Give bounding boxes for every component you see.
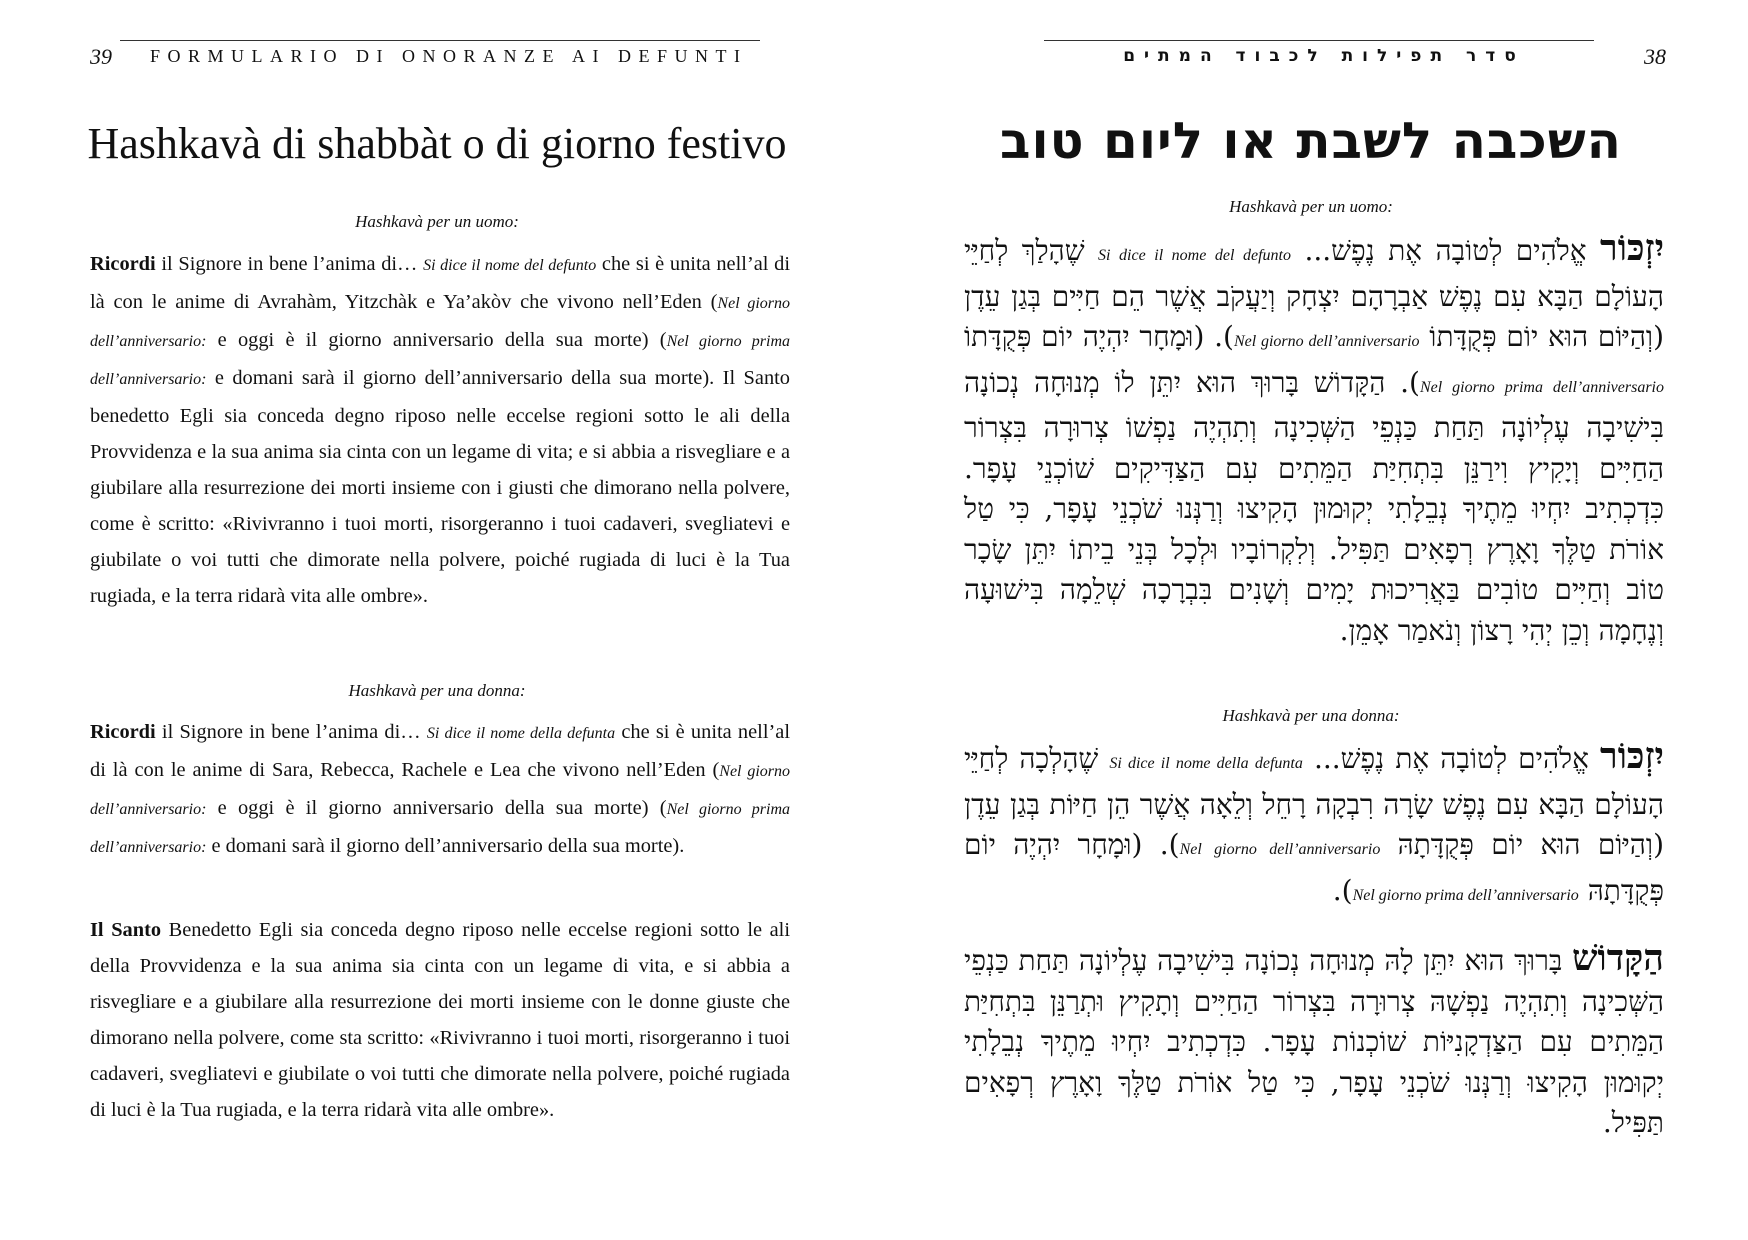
text-segment: שֶׁהָלַךְ לְחַיֵּי הָעוֹלָם הַבָּא עִם נֶפֶשׁ אַבְרָהָם יִצְחָק וְיַעֲקֹב אֲשֶׁר הֵם חַיִּים בְּגַן עֵדֶן (וְהַיּוֹם הוּא יוֹם פְּקֻדָּתוֹ <box>964 234 1665 353</box>
text-segment: che si è unita nell’al di là con le anime di Avrahàm, Yitzchàk e Ya’akòv che vivono nell’Eden ( <box>90 253 790 313</box>
rubric-note: Nel giorno prima dell’anniversario <box>1352 886 1579 904</box>
page-title: השכבה לשבת או ליום טוב <box>1000 112 1622 170</box>
text-segment: e oggi è il giorno anniversario della sua morte) ( <box>206 329 667 351</box>
text-segment: ). (וּמָחָר יִהְיֶה יוֹם פְּקֻדָּתוֹ <box>964 320 1234 353</box>
header-rule <box>120 40 760 41</box>
prayer-woman-italian <box>90 714 790 866</box>
closing-prayer-italian <box>90 912 790 1128</box>
section-subtitle-man: Hashkavà per un uomo: <box>1229 197 1393 216</box>
rubric-note: Si dice il nome del defunto <box>1098 247 1291 264</box>
running-title: FORMULARIO DI ONORANZE AI DEFUNTI <box>150 46 748 66</box>
text-segment: e oggi è il giorno anniversario della sua morte) ( <box>206 797 667 819</box>
rubric-note: Si dice il nome del defunto <box>423 257 597 274</box>
text-segment: שֶׁהָלְכָה לְחַיֵּי הָעוֹלָם הַבָּא עִם נֶפֶשׁ שָׂרָה רִבְקָה רָחֵל וְלֵאָה אֲשֶׁר הֵן חַיּוֹת בְּגַן עֵדֶן (וְהַיּוֹם הוּא יוֹם פְּקֻדָּתָהּ <box>964 742 1664 861</box>
rubric-note: Si dice il nome della defunta <box>426 725 616 742</box>
rubric-note: Nel giorno prima dell’anniversario: <box>90 333 790 388</box>
text-segment: e domani sarà il giorno dell’anniversario della sua morte). Il Santo benedetto Egli sia conceda degno riposo nelle eccelse regioni sotto le ali della Provvidenza e la sua anima sia cinta con un legame di vita; e si abbia a risvegliare e a giubilare alla resurrezione dei morti insieme con i giusti che dimorano nella polvere, come è scritto: «Rivivranno i tuoi morti, risorgeranno i tuoi cadaveri, svegliatevi e giubilate o voi tutti che dimorate nella polvere, poiché rugiada di luci è la Tua rugiada, e la terra ridarà vita alle ombre». <box>90 367 790 607</box>
rubric-note: Si dice il nome della defunta <box>1109 755 1303 772</box>
page-number: 39 <box>90 44 112 69</box>
text-segment: Benedetto Egli sia conceda degno riposo nelle eccelse regioni sotto le ali della Provvidenza e la sua anima sia cinta con un legame di vita, e si abbia a risvegliare e a giubilare alla resurrezione dei morti insieme con le donne giuste che dimorano nella polvere, come sta scritto: «Rivivranno i tuoi morti, risorgeranno i tuoi cadaveri, svegliatevi e giubilate o voi tutti che dimorate nella polvere, poiché rugiada di luci è la Tua rugiada, e la terra ridarà vita alle ombre». <box>90 919 791 1121</box>
lead-word: Ricordi <box>90 253 156 275</box>
right-running-header <box>874 38 1748 78</box>
text-segment: il Signore in bene l’anima di… <box>155 721 427 743</box>
lead-word: הַקָּדוֹשׁ <box>1572 937 1664 979</box>
closing-prayer-hebrew <box>964 938 1664 1144</box>
rubric-note: Nel giorno dell’anniversario: <box>90 763 791 818</box>
text-segment: che si è unita nell’al di là con le anime di Sara, Rebecca, Rachele e Lea che vivono nell’Eden ( <box>90 721 790 781</box>
page-number: 38 <box>1644 44 1666 69</box>
text-segment: אֱלֹהִים לְטוֹבָה אֶת נֶפֶשׁ... <box>1291 234 1601 267</box>
section-subtitle-man: Hashkavà per un uomo: <box>355 212 519 231</box>
text-segment: ). הַקָּדוֹשׁ בָּרוּךְ הוּא יִתֵּן לוֹ מְנוּחָה נְכוֹנָה בִּישִׁיבָה עֶלְיוֹנָה תַּחַת כַּנְפֵי הַשְּׁכִינָה וְתִהְיֶה נַפְשׁוֹ צְרוּרָה בִּצְרוֹר הַחַיִּים וְיָקִיץ וִירַנֵּן בִּתְחִיַּת הַמֵּתִים עִם הַצַּדִּיקִים שׁוֹכְנֵי עָפָר. כִּדְכְתִיב יִחְיוּ מֵתֶיךָ נְבֵלָתִי יְקוּמוּן הָקִיצוּ וְרַנְּנוּ שֹׁכְנֵי עָפָר, כִּי טַל אוֹרֹת טַלֶּךָ וָאָרֶץ רְפָאִים תַּפִּיל. וְלִקְרוֹבָיו וּלְכָל בְּנֵי בֵיתוֹ יִתֵּן שָׂכָר טוֹב וְחַיִּים טוֹבִים בַּאֲרִיכוּת יָמִים וְשָׁנִים בִּבְרָכָה שְׁלֵמָה בִּישׁוּעָה וְנֶחָמָה וְכֵן יְהִי רָצוֹן וְנֹאמַר אָמֵן. <box>964 365 1664 647</box>
rubric-note: Nel giorno dell’anniversario <box>1233 333 1420 350</box>
section-subtitle-woman: Hashkavà per una donna: <box>1222 706 1400 725</box>
lead-word: יִזְכּוֹר <box>1600 227 1665 269</box>
section-subtitle-woman: Hashkavà per una donna: <box>348 681 526 700</box>
prayer-woman-hebrew <box>964 736 1664 916</box>
text-segment: ). <box>1332 873 1353 907</box>
rubric-note: Nel giorno dell’anniversario: <box>90 295 790 350</box>
lead-word: יִזְכּוֹר <box>1600 735 1664 777</box>
lead-word: Ricordi <box>90 721 156 743</box>
text-segment: ). (וּמָחָר יִהְיֶה יוֹם פְּקֻדָּתָהּ <box>964 828 1664 907</box>
prayer-man-italian <box>90 246 790 614</box>
text-segment: il Signore in bene l’anima di… <box>155 253 424 275</box>
text-segment: בָּרוּךְ הוּא יִתֵּן לָהּ מְנוּחָה נְכוֹנָה בִּישִׁיבָה עֶלְיוֹנָה תַּחַת כַּנְפֵי הַשְּׁכִינָה וְתִהְיֶה נַפְשָׁהּ צְרוּרָה בִּצְרוֹר הַחַיִּים וְתָקִיץ וּתְרַנֵּן בִּתְחִיַּת הַמֵּתִים עִם הַצַּדְקָנִיּוֹת שׁוֹכְנוֹת עָפָר. כִּדְכְתִיב יִחְיוּ מֵתֶיךָ נְבֵלָתִי יְקוּמוּן הָקִיצוּ וְרַנְּנוּ שֹׁכְנֵי עָפָר, כִּי טַל אוֹרֹת טַלֶּךָ וָאָרֶץ רְפָאִים תַּפִּיל. <box>964 944 1664 1139</box>
header-rule <box>1044 40 1594 41</box>
rubric-note: Nel giorno dell’anniversario <box>1179 841 1381 858</box>
right-page <box>874 0 1748 1240</box>
text-segment: e domani sarà il giorno dell’anniversario della sua morte). <box>206 835 685 857</box>
rubric-note: Nel giorno prima dell’anniversario: <box>90 801 790 856</box>
prayer-man-hebrew <box>964 228 1664 651</box>
running-title: סדר תפילות לכבוד המתים <box>1123 46 1525 66</box>
left-running-header <box>0 38 874 78</box>
rubric-note: Nel giorno prima dell’anniversario <box>1419 378 1664 396</box>
lead-word: Il Santo <box>90 919 162 941</box>
text-segment: אֱלֹהִים לְטוֹבָה אֶת נֶפֶשׁ... <box>1302 742 1601 775</box>
page-title: Hashkavà di shabbàt o di giorno festivo <box>87 119 787 168</box>
